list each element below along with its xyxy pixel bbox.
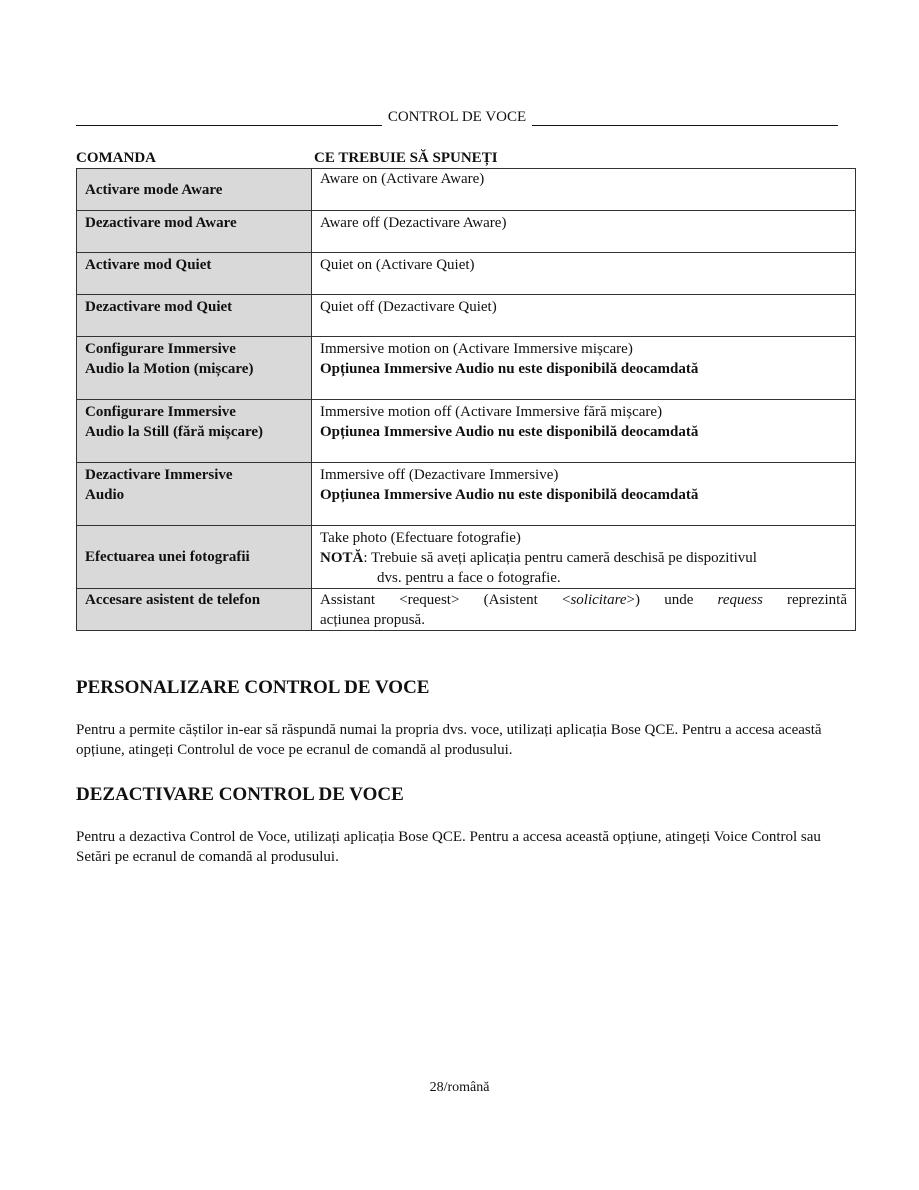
say-cell: Aware on (Activare Aware) (312, 169, 856, 211)
column-header-say: CE TREBUIE SĂ SPUNEȚI (314, 150, 498, 166)
command-cell: Dezactivare mod Aware (77, 211, 312, 253)
table-row (77, 253, 856, 295)
command-line: Audio la Still (fără mișcare) (85, 424, 264, 440)
command-line: Audio (85, 487, 125, 503)
command-line: Dezactivare Immersive (85, 467, 233, 483)
say-text: Immersive motion off (Activare Immersive fără mișcare) (320, 404, 663, 420)
availability-note: Opțiunea Immersive Audio nu este disponibilă deocamdată (320, 424, 699, 440)
table-row (77, 589, 856, 631)
say-cell: Quiet off (Dezactivare Quiet) (312, 295, 856, 337)
say-text: Immersive off (Dezactivare Immersive) (320, 467, 559, 483)
table-row (77, 169, 856, 211)
table-row (77, 526, 856, 589)
page-number: 28/română (429, 1080, 490, 1095)
command-cell: Activare mode Aware (77, 169, 312, 211)
command-line: Audio la Motion (mișcare) (85, 361, 254, 377)
say-text: Take photo (Efectuare fotografie) (320, 530, 521, 546)
command-cell: Activare mod Quiet (77, 253, 312, 295)
command-cell: Efectuarea unei fotografii (77, 526, 312, 589)
say-cell: Aware off (Dezactivare Aware) (312, 211, 856, 253)
note-label: NOTĂ (320, 550, 364, 566)
say-cell (312, 589, 856, 631)
section-title-personalize: PERSONALIZARE CONTROL DE VOCE (76, 677, 430, 698)
command-line: Configurare Immersive (85, 404, 236, 420)
header-rule-left (76, 110, 382, 126)
say-emphasis: solicitare (570, 592, 627, 608)
say-emphasis: requess (717, 592, 763, 608)
command-line: Configurare Immersive (85, 341, 236, 357)
table-row (77, 400, 856, 463)
say-cell (312, 526, 856, 589)
command-cell: Accesare asistent de telefon (77, 589, 312, 631)
page-header (76, 108, 838, 126)
say-part: >) unde (626, 592, 718, 608)
say-text-continuation: acțiunea propusă. (320, 612, 425, 628)
note-line (320, 548, 847, 568)
header-title: CONTROL DE VOCE (387, 109, 527, 125)
table-row (77, 295, 856, 337)
voice-command-table (76, 168, 856, 631)
availability-note: Opțiunea Immersive Audio nu este disponibilă deocamdată (320, 487, 699, 503)
section-title-deactivate: DEZACTIVARE CONTROL DE VOCE (76, 784, 404, 805)
say-part: reprezintă (762, 592, 847, 608)
note-continuation: dvs. pentru a face o fotografie. (377, 570, 561, 586)
say-cell (312, 463, 856, 526)
table-row (77, 463, 856, 526)
say-cell: Quiet on (Activare Quiet) (312, 253, 856, 295)
command-cell: Dezactivare mod Quiet (77, 295, 312, 337)
table-row (77, 337, 856, 400)
section-body-deactivate: Pentru a dezactiva Control de Voce, utilizați aplicația Bose QCE. Pentru a accesa această opțiune, atingeți Voice Control sau Setări pe ecranul de comandă al produsului. (76, 829, 821, 865)
note-text: : Trebuie să aveți aplicația pentru cameră deschisă pe dispozitivul (363, 550, 757, 566)
column-header-command: COMANDA (76, 150, 156, 166)
say-text (320, 590, 847, 610)
command-cell (77, 463, 312, 526)
table-row (77, 211, 856, 253)
command-cell (77, 337, 312, 400)
say-part: Assistant <request> (Asistent < (320, 592, 571, 608)
command-cell (77, 400, 312, 463)
section-body-personalize: Pentru a permite căștilor in-ear să răspundă numai la propria dvs. voce, utilizați aplicația Bose QCE. Pentru a accesa această opțiune, atingeți Controlul de voce pe ecranul de comandă al produsului. (76, 722, 822, 758)
say-cell (312, 400, 856, 463)
availability-note: Opțiunea Immersive Audio nu este disponibilă deocamdată (320, 361, 699, 377)
say-cell (312, 337, 856, 400)
say-text: Immersive motion on (Activare Immersive mișcare) (320, 341, 633, 357)
header-rule-right (532, 110, 838, 126)
